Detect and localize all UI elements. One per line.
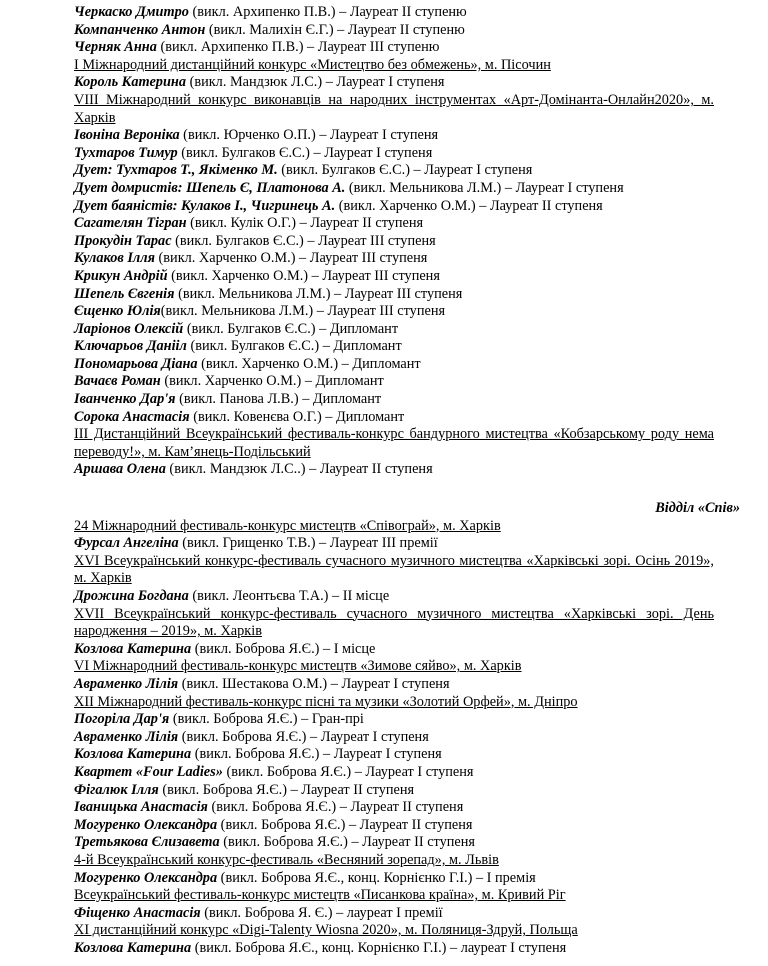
participant-entry bbox=[74, 834, 714, 852]
participant-details: (викл. Мандзюк Л.С.) – Лауреат І ступеня bbox=[186, 74, 445, 91]
participant-name: Козлова Катерина bbox=[74, 746, 192, 763]
results-list-instruments bbox=[74, 4, 714, 479]
competition-title: VIII Міжнародний конкурс виконавців на народних інструментах «Арт-Домінанта-Онлайн2020», м. Харків bbox=[74, 91, 714, 126]
participant-entry bbox=[74, 127, 714, 145]
participant-name: Авраменко Лілія bbox=[74, 675, 179, 692]
participant-entry bbox=[74, 676, 714, 694]
participant-entry bbox=[74, 74, 714, 92]
competition-title: XVI Всеукраїнський конкурс-фестиваль сучасного музичного мистецтва «Харківські зорі. Осінь 2019», м. Харків bbox=[74, 552, 714, 587]
participant-name: Квартет «Four Ladies» bbox=[74, 763, 223, 780]
participant-entry bbox=[74, 729, 714, 747]
participant-details: (викл. Боброва Я.Є.) – Лауреат І ступеня bbox=[191, 746, 442, 763]
participant-name: Дует баяністів: Кулаков І., Чигринець А. bbox=[74, 197, 336, 214]
participant-entry bbox=[74, 321, 714, 339]
participant-details: (викл. Харченко О.М.) – Дипломант bbox=[197, 355, 421, 372]
participant-entry bbox=[74, 782, 714, 800]
participant-name: Дует: Тухтаров Т., Якіменко М. bbox=[74, 162, 278, 179]
results-list-singing bbox=[74, 518, 714, 958]
participant-entry bbox=[74, 268, 714, 286]
participant-entry bbox=[74, 905, 714, 923]
participant-name: Фіщенко Анастасія bbox=[74, 904, 201, 921]
participant-name: Ключарьов Данііл bbox=[74, 338, 187, 355]
participant-name: Іваницька Анастасія bbox=[74, 799, 208, 816]
competition-title: ІІІ Дистанційний Всеукраїнський фестиваль-конкурс бандурного мистецтва «Кобзарському роду нема переводу!», м. Кам’янець-Подільський bbox=[74, 426, 714, 460]
participant-details: (викл. Боброва Я.Є.) – Гран-прі bbox=[169, 711, 364, 728]
participant-name: Компанченко Антон bbox=[74, 21, 206, 38]
participant-entry bbox=[74, 746, 714, 764]
participant-name: Погоріла Дар'я bbox=[74, 711, 170, 728]
participant-name: Прокудін Тарас bbox=[74, 232, 172, 249]
participant-entry bbox=[74, 764, 714, 782]
participant-details: (викл. Мельникова Л.М.) – Лауреат ІІІ ступеня bbox=[174, 285, 463, 302]
participant-name: Сорока Анастасія bbox=[74, 408, 190, 425]
participant-details: (викл. Мельникова Л.М.) – Лауреат І ступеня bbox=[345, 179, 624, 196]
participant-entry bbox=[74, 356, 714, 374]
participant-name: Шепель Євгенія bbox=[74, 285, 175, 302]
participant-entry bbox=[74, 373, 714, 391]
participant-details: (викл. Кулік О.Г.) – Лауреат ІІ ступеня bbox=[186, 215, 424, 232]
participant-details: (викл. Боброва Я.Є.) – Лауреат ІІ ступеня bbox=[219, 834, 475, 851]
participant-entry bbox=[74, 180, 714, 198]
participant-entry bbox=[74, 588, 714, 606]
participant-entry bbox=[74, 711, 714, 729]
participant-name: Козлова Катерина bbox=[74, 939, 192, 956]
participant-details: (викл. Малихін Є.Г.) – Лауреат ІІ ступеню bbox=[205, 21, 465, 38]
participant-name: Могуренко Олександра bbox=[74, 869, 218, 886]
participant-details: (викл. Боброва Я. Є.) – лауреат І премії bbox=[200, 904, 443, 921]
participant-entry bbox=[74, 4, 714, 22]
participant-entry bbox=[74, 162, 714, 180]
participant-details: (викл. Панова Л.В.) – Дипломант bbox=[175, 391, 382, 408]
participant-details: (викл. Боброва Я.Є.) – Лауреат І ступеня bbox=[178, 728, 429, 745]
participant-details: (викл. Мандзюк Л.С..) – Лауреат ІІ ступеня bbox=[165, 461, 433, 478]
participant-name: Іванченко Дар'я bbox=[74, 391, 176, 408]
participant-entry bbox=[74, 198, 714, 216]
participant-details: (викл. Грищенко Т.В.) – Лауреат ІІІ премії bbox=[178, 535, 438, 552]
competition-title: XVII Всеукраїнський конкурс-фестиваль сучасного музичного мистецтва «Харківські зорі. День народження – 2019», м. Харків bbox=[74, 605, 714, 640]
participant-name: Кулаков Ілля bbox=[74, 250, 155, 267]
participant-entry bbox=[74, 286, 714, 304]
participant-entry bbox=[74, 145, 714, 163]
participant-details: (викл. Мельникова Л.М.) – Лауреат ІІІ ступеня bbox=[160, 303, 446, 320]
competition-title: Всеукраїнський фестиваль-конкурс мистецтв «Писанкова країна», м. Кривий Ріг bbox=[74, 887, 566, 904]
participant-details: (викл. Булгаков Є.С.) – Дипломант bbox=[186, 338, 402, 355]
participant-entry bbox=[74, 461, 714, 479]
participant-name: Третьякова Єлизавета bbox=[74, 834, 220, 851]
participant-details: (викл. Боброва Я.Є., конц. Корнієнко Г.І.) – І премія bbox=[217, 869, 536, 886]
participant-details: (викл. Боброва Я.Є.) – Лауреат ІІ ступеня bbox=[207, 799, 464, 816]
participant-details: (викл. Булгаков Є.С.) – Лауреат І ступеня bbox=[177, 144, 433, 161]
participant-entry bbox=[74, 22, 714, 40]
participant-entry bbox=[74, 39, 714, 57]
participant-entry bbox=[74, 303, 714, 321]
competition-title: 24 Міжнародний фестиваль-конкурс мистецтв «Співограй», м. Харків bbox=[74, 517, 501, 534]
participant-details: (викл. Булгаков Є.С.) – Лауреат ІІІ ступеня bbox=[171, 232, 436, 249]
participant-name: Могуренко Олександра bbox=[74, 816, 218, 833]
participant-entry bbox=[74, 641, 714, 659]
participant-details: (викл. Архипенко П.В.) – Лауреат ІІ ступеню bbox=[188, 4, 467, 20]
participant-name: Крикун Андрій bbox=[74, 267, 168, 284]
participant-name: Пономарьова Діана bbox=[74, 355, 198, 372]
participant-entry bbox=[74, 409, 714, 427]
spacer bbox=[74, 479, 714, 500]
participant-name: Івоніна Вероніка bbox=[74, 127, 180, 144]
participant-name: Фурсал Ангеліна bbox=[74, 535, 179, 552]
participant-name: Сагателян Тігран bbox=[74, 215, 187, 232]
participant-details: (викл. Леонтьєва Т.А.) – ІІ місце bbox=[188, 588, 390, 604]
participant-name: Фігалюк Ілля bbox=[74, 781, 159, 798]
participant-details: (викл. Харченко О.М.) – Лауреат ІІ ступеня bbox=[335, 197, 603, 214]
participant-details: (викл. Боброва Я.Є.) – І місце bbox=[191, 640, 376, 657]
document-page bbox=[74, 4, 740, 957]
participant-name: Дует домристів: Шепель Є, Платонова А. bbox=[74, 179, 346, 196]
participant-details: (викл. Ковенєва О.Г.) – Дипломант bbox=[189, 408, 405, 425]
participant-details: (викл. Шестакова О.М.) – Лауреат І ступеня bbox=[178, 675, 450, 692]
participant-entry bbox=[74, 233, 714, 251]
participant-details: (викл. Боброва Я.Є.) – Лауреат ІІ ступеня bbox=[158, 781, 415, 798]
participant-details: (викл. Булгаков Є.С.) – Лауреат І ступеня bbox=[277, 162, 533, 179]
participant-name: Черкаско Дмитро bbox=[74, 4, 189, 20]
participant-entry bbox=[74, 535, 714, 553]
participant-details: (викл. Харченко О.М.) – Лауреат ІІІ ступеня bbox=[154, 250, 428, 267]
participant-name: Вачаєв Роман bbox=[74, 373, 161, 390]
participant-name: Дрожина Богдана bbox=[74, 588, 189, 604]
participant-details: (викл. Харченко О.М.) – Дипломант bbox=[160, 373, 384, 390]
participant-details: (викл. Боброва Я.Є.) – Лауреат І ступеня bbox=[222, 763, 474, 780]
participant-entry bbox=[74, 338, 714, 356]
participant-details: (викл. Юрченко О.П.) – Лауреат І ступеня bbox=[179, 127, 439, 144]
participant-name: Авраменко Лілія bbox=[74, 728, 179, 745]
participant-details: (викл. Боброва Я.Є., конц. Корнієнко Г.І.) – лауреат І ступеня bbox=[191, 939, 567, 956]
participant-name: Єщенко Юлія bbox=[74, 303, 161, 320]
participant-entry bbox=[74, 250, 714, 268]
participant-entry bbox=[74, 940, 714, 958]
participant-name: Козлова Катерина bbox=[74, 640, 192, 657]
participant-name: Король Катерина bbox=[74, 74, 186, 91]
participant-entry bbox=[74, 391, 714, 409]
participant-details: (викл. Харченко О.М.) – Лауреат ІІІ ступеня bbox=[167, 267, 440, 284]
participant-details: (викл. Архипенко П.В.) – Лауреат ІІІ ступеню bbox=[156, 39, 440, 56]
participant-details: (викл. Булгаков Є.С.) – Дипломант bbox=[183, 320, 399, 337]
participant-name: Аршава Олена bbox=[74, 461, 166, 478]
participant-details: (викл. Боброва Я.Є.) – Лауреат ІІ ступеня bbox=[217, 816, 473, 833]
competition-title: XII Міжнародний фестиваль-конкурс пісні та музики «Золотий Орфей», м. Дніпро bbox=[74, 693, 578, 710]
competition-title: І Міжнародний дистанційний конкурс «Мистецтво без обмежень», м. Пісочин bbox=[74, 56, 551, 73]
participant-name: Ларіонов Олексій bbox=[74, 320, 184, 337]
participant-name: Тухтаров Тимур bbox=[74, 144, 178, 161]
section-heading: Відділ «Спів» bbox=[655, 500, 740, 517]
participant-entry bbox=[74, 817, 714, 835]
participant-name: Черняк Анна bbox=[74, 39, 157, 56]
competition-title: VI Міжнародний фестиваль-конкурс мистецтв «Зимове сяйво», м. Харків bbox=[74, 658, 522, 675]
competition-title: XI дистанційний конкурс «Digi-Talenty Wiosna 2020», м. Поляниця-Здруй, Польща bbox=[74, 922, 578, 939]
participant-entry bbox=[74, 799, 714, 817]
competition-title: 4-й Всеукраїнський конкурс-фестиваль «Весняний зорепад», м. Львів bbox=[74, 851, 499, 868]
participant-entry bbox=[74, 215, 714, 233]
participant-entry bbox=[74, 870, 714, 888]
